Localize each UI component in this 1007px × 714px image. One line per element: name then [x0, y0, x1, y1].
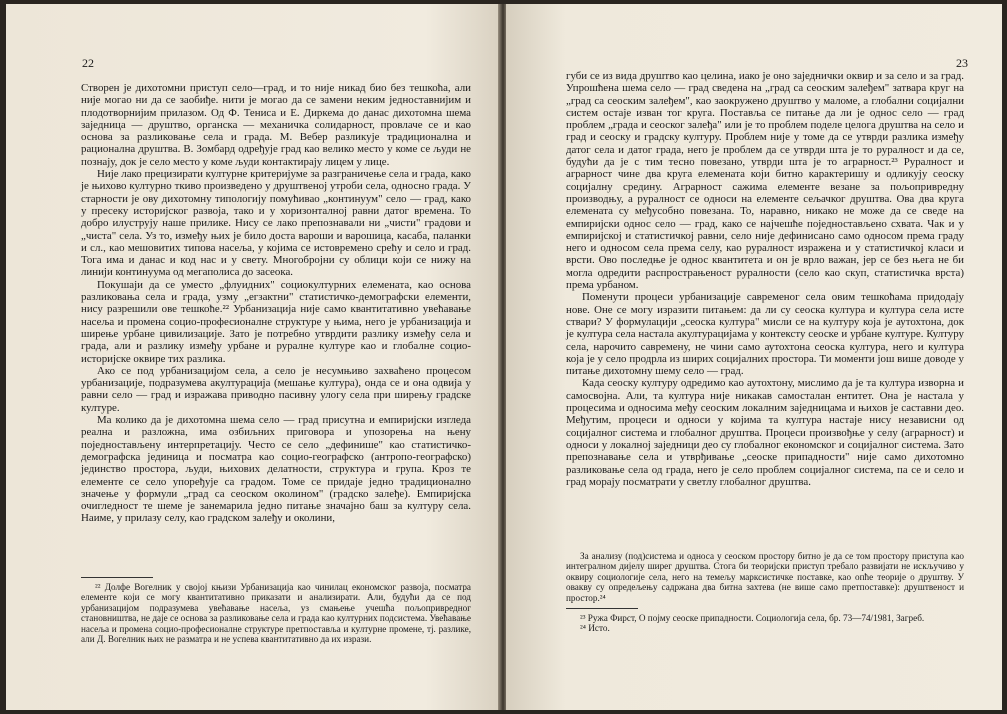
paragraph: Када сеоску културу одредимо као аутохтону, мислимо да је та култура изворна и самосвојна. Али, та култура није никакав самосталан ентитет. Она је настала у процесима и односима међу сеоским локалним заједницама и њихов је саставни део. Међутим, процеси и односи у којима та култура настаје нису независни од социјалног система и глобалног друштва. Процеси произвођње у селу (аграрност) и односи у локалној заједници део су глобалног економског и социјалног система. Зато препознавање села и утврђивање „сеоске припадности" није само дихотомно разликовање села од града, него је село проблем социјалног система, па се и село и град морају посматрати у светлу глобалног друштва.	[566, 377, 964, 488]
paragraph: Покушаји да се уместо „флуидних" социокултурних елемената, као основа разликовања села и града, узму „егзактни" статистичко-демографски елементи, нису разрешили ове тешкоће.²² Урбанизација није само квантитативно увећавање насеља и промена социо-професионалне структуре у њима, него је урбанизација и ширење урбане цивилизације. Зато је потребно утврдити разлику између села и града, али и разлику између урбане и руралне културе као и глобалне социо-историјске оквире тих разлика.	[81, 278, 471, 365]
right-page	[506, 4, 1002, 710]
page-number: 22	[82, 56, 94, 70]
footnote: ²⁴ Исто.	[580, 623, 610, 634]
right-body	[566, 70, 964, 488]
footnote-rule	[566, 608, 638, 609]
paragraph: Створен је дихотомни приступ село—град, и то није никад био без тешкоћа, али није могао ни да се заобиђе. нити је могао да се замени неким једноставнијим и плодотворнијим прилазом. Од Ф. Тениса и Е. Диркема до данас дихотомна шема заједница — друштво, органска — механичка солидарност, провлаче се и као основа за разликовање села и града. М. Вебер разликује традиционална и рационална друштва. В. Зомбард одређује град као велико место у коме се људи не познају, док је село место у коме људи контактирају лицем у лице.	[81, 82, 471, 168]
quote-paragraph: За анализу (под)система и односа у сеоском простору битно је да се том простору приступа као интегралном дијелу ширег друштва. Стога би теоријски приступ требало развијати не искључиво у оквиру социологије села, него на темељу марксистичке поставке, као опће теорије о друштву. У овакву су опредељењу садржана два битна захтева (не више само претпоставке): друштвеност и простор.²⁴	[566, 551, 964, 603]
paragraph: Није лако прецизирати културне критеријуме за разграничење села и града, како је њихово културно ткиво произведено у друштвеној утроби села, односно града. У старности је ову дихотомну типологију помућивао „континуум" село — град, како у пресеку историјског развоја, тако и у хоризонталној равни датог времена. То добро илуструју наше прилике. Нису се лако препознавали ни „чисти" градови и „чиста" села. Уз то, између њих је било доста вароши и варошица, касаба, паланки и сл., као мешовитих типова насеља, у којима се истовремено срећу и село и град. Тога има и данас и код нас и у свету. Многобројни су облици који се нижу на линији континуума од мегаполиса до засеока.	[81, 168, 471, 279]
paragraph: Ако се под урбанизацијом села, а село је несумњиво захваћено процесом урбанизације, подразумева акултурација (мешање култура), онда се и она одвија у равни село — град и изражава приводно пасивну улогу села при ширењу градске културе.	[81, 364, 471, 414]
footnote: ²³ Ружа Фирст, О појму сеоске припадности. Социологија села, бр. 73—74/1981, Загреб.	[580, 613, 925, 624]
left-footnotes	[81, 577, 471, 644]
paragraph: Ма колико да је дихотомна шема село — град присутна и емпиријски изгледа реална и разложна, има озбиљних приговора и упозорења на њену поједностављену интерпретацију. Често се село „дефинише" као статистичко-демографска јединица и посматра као социо-географско (антропо-географско) јединство простора, људи, њихових делатности, структура и група. Кроз те елементе се село упоређује са градом. Томе се придаје једно традиционално значење у формули „град са сеоском околином" (градско залеђе). Емпиријска очигледност те шеме је занемарила једно питање значајно баш за културу села. Наиме, у прилазу селу, као градском залеђу и околини,	[81, 414, 471, 525]
paragraph: губи се из вида друштво као целина, иако је оно заједнички оквир и за село и за град. Упрошћена шема село — град сведена на „град са сеоским залеђем" затвара круг на „град са сеоским залеђем", као заокружено друштво у маломе, а глобални социјални систем остаје изван тог круга. Постављa се питање да ли је однос село — град проблем „града и сеоског залеђа" или је то проблем поделе целога друштва на село и град и сеоску и градску културу. Проблем није у томе да се утврди разлика између датог села и датог града, него је проблем да се утврди шта је то руралност и да се, будући да је с тим тесно повезано, утврди шта је то аграрност.²³ Руралност и аграрност чине два круга елемената који битно карактеришу и одликују сеоску социјалну средину. Аграрност сажима елементе везане за пољопривредну производњу, а руралност се односи на елементе сељачког друштва. Ова два круга елемената су међусобно повезана. То, наравно, никако не може да се сведе на емпиријски однос село — град, како се најчешће поједностављено схвата. Чак и у емпиријској и статистичкој равни, село није дефинисано само односом према граду него и односом села према селу, као руралност изражена и у статистичкој класи и врсти. Ово последње је однос квантитета и он је врло важан, јер се без њега не би могла одредити распрострањеност руралности (село као скуп, статистичка врста) према урбаном.	[566, 70, 964, 292]
left-page	[6, 4, 500, 710]
left-body	[81, 82, 471, 525]
right-footnotes	[566, 551, 964, 634]
footnote: ²² Долфе Вогелник у својој књизи Урбанизација као чинилац економског развоја, посматра елементе који се могу квантитативно приказати и анализирати. Али, будући да се под урбанизацијом подразумева увећавање насеља, уз смањење учешћа пољопривредног становништва, не даје се основа за разликовање села и града као културних подсистема. Увећавање насеља и промена социо-професионалне структуре претпоставља и културне промене, тј. разлике, али Д. Вогелник њих не разматра и не успева квантитативно да их изрази.	[81, 582, 471, 645]
paragraph: Поменути процеси урбанизације савременог села овим тешкоћама придодају нове. Оне се могу изразити питањем: да ли су сеоска култура и култура села исте ствари? У формулацији „сеоска култура" мисли се на културу која је аутохтона, док је култура села настала акултурацијама у контексту сеоске и урбане културе. Културу села, нарочито савремену, не чини само аутохтона сеоска култура, него и култура која је у село продрла из ширих социјалних простора. Ти моменти још више доводе у питање дихотомну шему село — град.	[566, 291, 964, 378]
page-number: 23	[956, 56, 968, 70]
footnote-rule	[81, 577, 153, 578]
